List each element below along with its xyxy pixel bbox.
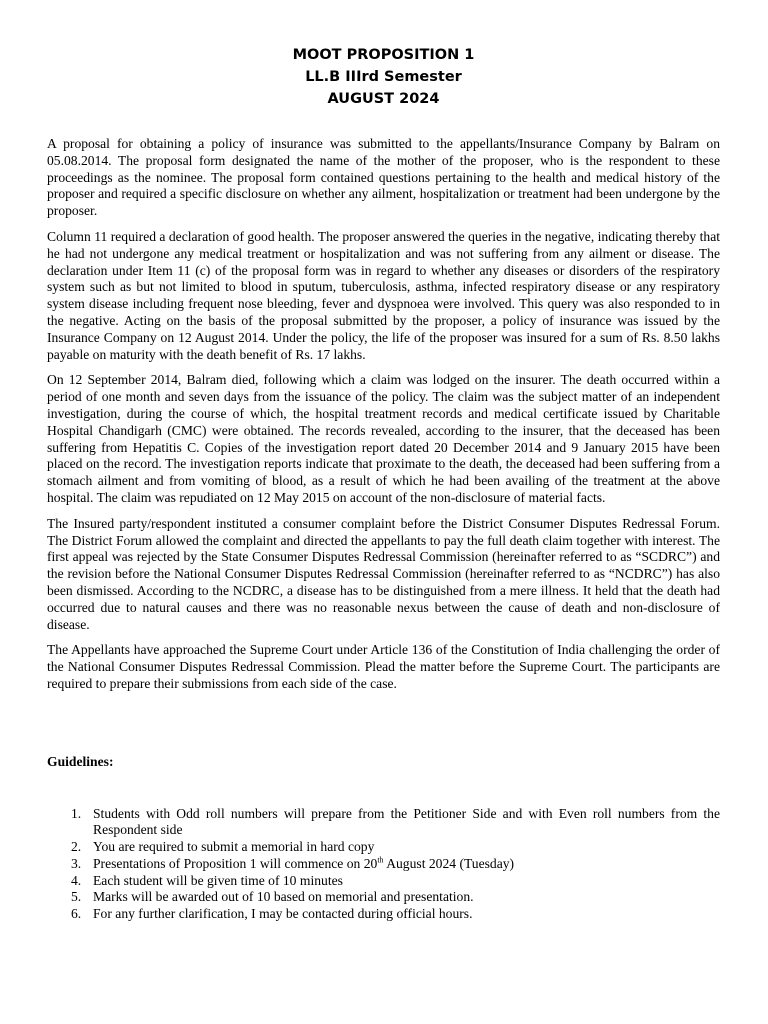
ordinal-suffix: th — [377, 855, 384, 865]
list-item-number: 4. — [71, 872, 82, 888]
list-item-number: 2. — [71, 839, 82, 855]
list-item — [47, 856, 720, 873]
list-item-text-start: Presentations of Proposition 1 will commence on 20 — [93, 855, 378, 871]
list-item-text: Marks will be awarded out of 10 based on memorial and presentation. — [93, 889, 474, 905]
list-item — [47, 873, 720, 890]
list-item — [47, 906, 720, 923]
list-item-text: You are required to submit a memorial in hard copy — [93, 839, 375, 855]
list-item — [47, 839, 720, 856]
list-item — [47, 889, 720, 906]
list-item-text-end: August 2024 (Tuesday) — [383, 855, 515, 871]
paragraph-death-claim: On 12 September 2014, Balram died, following which a claim was lodged on the insurer. The death occurred within a period of one month and seven days from the issuance of the policy. The claim was the subject matter of an independent investigation, during the course of which, the hospital treatment records and medical certificate issued by Charitable Hospital Chandigarh (CMC) were obtained. The records revealed, according to the insurer, that the deceased has been suffering from Hepatitis C. Copies of the investigation report dated 20 December 2014 and 9 January 2015 have been placed on the record. The investigation reports indicate that proximate to the death, the deceased had been suffering from a stomach ailment and from vomiting of blood, as a result of which he had been availing of the treatment at the above hospital. The claim was repudiated on 12 May 2015 on account of the non-disclosure of material facts. — [47, 372, 720, 505]
guidelines-list — [47, 806, 720, 924]
document-page — [47, 44, 720, 923]
paragraph-column-11: Column 11 required a declaration of good health. The proposer answered the queries in the negative, indicating thereby that he had not undergone any medical treatment or hospitalization and was not suffering from any ailment or disease. The declaration under Item 11 (c) of the proposal form was in regard to whether any diseases or disorders of the respiratory system such as but not limited to blood in sputum, tuberculosis, asthma, infected respiratory disease or any respiratory system disease including frequent nose bleeding, fever and dyspnoea were involved. This query was also responded to in the negative. Acting on the basis of the proposal submitted by the proposer, a policy of insurance was issued by the Insurance Company on 12 August 2014. Under the policy, the life of the proposer was insured for a sum of Rs. 8.50 lakhs payable on maturity with the death benefit of Rs. 17 lakhs. — [47, 228, 720, 362]
list-item-text: For any further clarification, I may be contacted during official hours. — [93, 906, 473, 922]
guidelines-heading: Guidelines: — [47, 753, 114, 769]
paragraph-proposal: A proposal for obtaining a policy of insurance was submitted to the appellants/Insurance Company by Balram on 05.08.2014. The proposal form designated the name of the mother of the proposer, who is the respondent to these proceedings as the nominee. The proposal form contained questions pertaining to the health and medical history of the proposer and required a specific disclosure on whether any ailment, hospitalization or treatment had been undergone by the proposer. — [47, 136, 720, 219]
list-item-text — [93, 856, 720, 873]
document-title — [47, 44, 720, 110]
list-item-number: 3. — [71, 855, 82, 871]
paragraph-consumer-complaint: The Insured party/respondent instituted a consumer complaint before the District Consumer Disputes Redressal Forum. The District Forum allowed the complaint and directed the appellants to pay the full death claim together with interest. The first appeal was rejected by the State Consumer Disputes Redressal Commission (hereinafter referred to as “SCDRC”) and the revision before the National Consumer Disputes Redressal Commission (hereinafter referred to as “NCDRC”) has also been dismissed. According to the NCDRC, a disease has to be distinguished from a mere illness. It held that the death had occurred due to natural causes and there was no reasonable nexus between the cause of death and non-disclosure of disease. — [47, 515, 720, 632]
title-date: AUGUST 2024 — [327, 91, 440, 107]
list-item-text: Each student will be given time of 10 minutes — [93, 872, 343, 888]
title-semester: LL.B IIIrd Semester — [305, 69, 462, 85]
list-item-number: 1. — [71, 805, 82, 821]
paragraph-supreme-court: The Appellants have approached the Supreme Court under Article 136 of the Constitution of India challenging the order of the National Consumer Disputes Redressal Commission. Plead the matter before the Supreme Court. The participants are required to prepare their submissions from each side of the case. — [47, 642, 720, 691]
list-item-number: 5. — [71, 889, 82, 905]
list-item-text: Students with Odd roll numbers will prepare from the Petitioner Side and with Even roll numbers from the Respondent side — [93, 805, 720, 838]
list-item-number: 6. — [71, 906, 82, 922]
list-item — [47, 806, 720, 840]
title-proposition: MOOT PROPOSITION 1 — [292, 47, 475, 63]
